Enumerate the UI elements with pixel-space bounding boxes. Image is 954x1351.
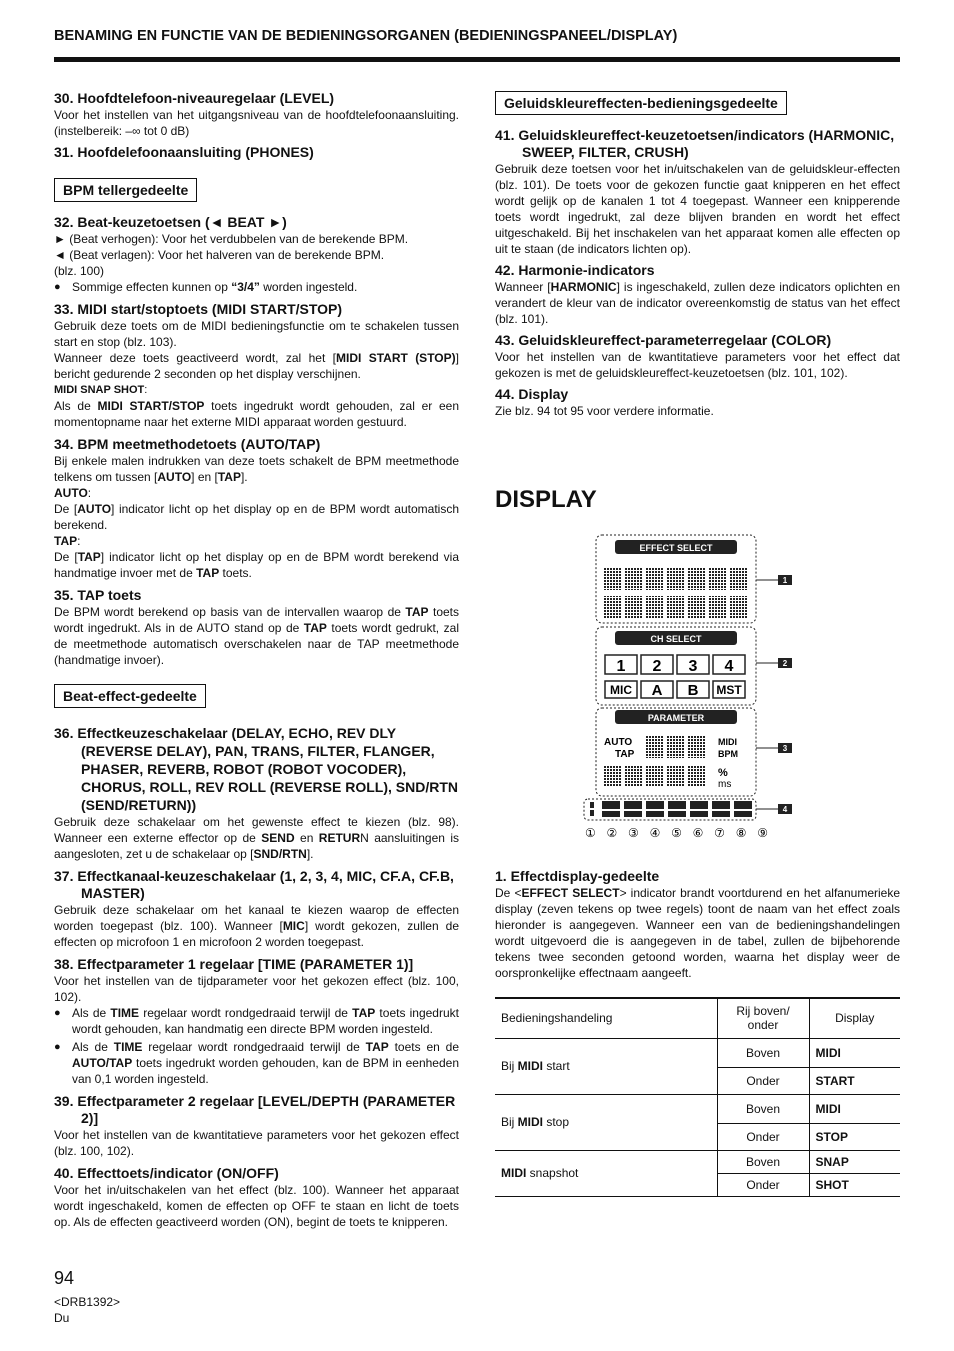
table-row-midi-start: Bij MIDI start xyxy=(495,1038,717,1094)
table-cell-value: MIDI xyxy=(809,1038,900,1067)
table-cell-value: MIDI xyxy=(809,1094,900,1123)
right-column xyxy=(495,82,900,419)
table-cell-boven: Boven xyxy=(717,1094,809,1123)
bullet-38-1: ● Als de TIME regelaar wordt rondgedraaid terwijl de TAP toets ingedrukt wordt gehouden, kan handmatig een directe BPM worden ingesteld. xyxy=(54,1005,459,1037)
midi-display-table xyxy=(495,997,900,1197)
effect-display-section xyxy=(495,864,900,981)
text-32-1: ► (Beat verhogen): Voor het verdubbelen van de berekende BPM. xyxy=(54,232,409,246)
heading-39: 39. Effectparameter 2 regelaar [LEVEL/DEPTH (PARAMETER 2)] xyxy=(54,1093,456,1126)
text-35: De BPM wordt berekend op basis van de intervallen waarop de TAP toets wordt ingedrukt. Als in de AUTO stand op de TAP toets wordt gedrukt, zal de meetmethode automatisch overschakelen naar de TAP meetmethode (handmatige invoer). xyxy=(54,605,460,667)
heading-43: 43. Geluidskleureffect-parameterregelaar (COLOR) xyxy=(495,332,832,348)
text-33-3: Als de MIDI START/STOP toets ingedrukt wordt gehouden, zal er een momentopname naar het externe MIDI apparaat worden gestuurd. xyxy=(54,399,460,429)
table-cell-onder: Onder xyxy=(717,1067,809,1094)
text-39: Voor het instellen van de kwantitatieve parameters voor het gekozen effect (blz. 100, 102). xyxy=(54,1128,459,1158)
section-box-bpm: BPM tellergedeelte xyxy=(54,178,197,202)
text-32-3: (blz. 100) xyxy=(54,264,105,278)
segment-numbers: ① ② ③ ④ ⑤ ⑥ ⑦ ⑧ ⑨ xyxy=(585,826,768,840)
bpm-indicator: BPM xyxy=(718,749,738,759)
text-34-2: De [AUTO] indicator licht op het display op en de BPM wordt automatisch berekend. xyxy=(54,502,459,532)
midi-indicator: MIDI xyxy=(718,737,737,747)
text-44: Zie blz. 94 tot 95 voor verdere informatie. xyxy=(495,404,714,418)
text-33-1: Gebruik deze toets om de MIDI bedieningsfunctie om te schakelen tussen start en stop (blz. 103). xyxy=(54,319,459,349)
table-cell-boven: Boven xyxy=(717,1038,809,1067)
text-34-3: De [TAP] indicator licht op het display op en de BPM wordt berekend via handmatige invoer met de TAP toets. xyxy=(54,550,459,580)
cf-b-indicator: B xyxy=(687,682,699,699)
heading-40: 40. Effecttoets/indicator (ON/OFF) xyxy=(54,1165,279,1181)
callout-3: 3 xyxy=(782,744,788,753)
callout-4: 4 xyxy=(782,805,788,814)
callout-1: 1 xyxy=(782,576,788,585)
auto-indicator: AUTO xyxy=(604,737,633,748)
heading-32: 32. Beat-keuzetoetsen (◄ BEAT ►) xyxy=(54,214,287,230)
page-number: 94 xyxy=(54,1268,75,1288)
text-34-sub2: TAP: xyxy=(54,534,81,548)
tap-indicator: TAP xyxy=(615,749,635,760)
table-cell-onder: Onder xyxy=(717,1123,809,1150)
ch-2-indicator: 2 xyxy=(652,658,662,675)
text-33-sub: MIDI SNAP SHOT: xyxy=(54,384,148,396)
heading-31: 31. Hoofdelefoonaansluiting (PHONES) xyxy=(54,144,314,160)
heading-38: 38. Effectparameter 1 regelaar [TIME (PARAMETER 1)] xyxy=(54,956,414,972)
master-indicator: MST xyxy=(716,683,742,697)
parameter-label: PARAMETER xyxy=(647,713,705,723)
ch-4-indicator: 4 xyxy=(724,658,734,675)
heading-34: 34. BPM meetmethodetoets (AUTO/TAP) xyxy=(54,436,321,452)
heading-d1: 1. Effectdisplay-gedeelte xyxy=(495,868,660,884)
percent-indicator: % xyxy=(718,767,728,779)
ch-1-indicator: 1 xyxy=(616,658,626,675)
heading-36: 36. Effectkeuzeschakelaar (DELAY, ECHO, REV DLY (REVERSE DELAY), PAN, TRANS, FILTER, FLANGER, PHASER, REVERB, ROBOT (ROBOT VOCODER), CHORUS, ROLL, REV ROLL (REVERSE ROLL), SND/RTN (SEND/RETURN)) xyxy=(54,725,458,813)
page-header: BENAMING EN FUNCTIE VAN DE BEDIENINGSORGANEN (BEDIENINGSPANEEL/DISPLAY) xyxy=(54,28,678,44)
heading-30: 30. Hoofdtelefoon-niveauregelaar (LEVEL) xyxy=(54,90,335,106)
text-38: Voor het instellen van de tijdparameter voor het gekozen effect (blz. 100, 102). xyxy=(54,974,459,1004)
table-cell-value: STOP xyxy=(809,1123,900,1150)
text-40: Voor het in/uitschakelen van het effect (blz. 100). Wanneer het apparaat wordt ingeschakeld, komen de effecten op OFF te staan en licht de toets op. Als de effecten geactiveerd worden (ON), begint de toets te knipperen. xyxy=(54,1183,459,1229)
text-41: Gebruik deze toetsen voor het in/uitschakelen van de geluidskleur-effecten (blz. 101). De toets voor de gekozen functie gaat knipperen en het effect wordt gelijk op de kanalen 1 tot 4 toegepast. Wanneer een knipperende toets wordt ingedrukt, zal deze blijven branden en wordt het effect uitgeschakeld. Bij het inschakelen van het apparaat komen alle effecten op uit te staan (de indicators lichten op). xyxy=(495,162,900,256)
table-cell-boven: Boven xyxy=(717,1150,809,1173)
ms-indicator: ms xyxy=(718,779,732,790)
display-diagram xyxy=(580,532,800,844)
heading-42: 42. Harmonie-indicators xyxy=(495,262,655,278)
table-row-midi-snapshot: MIDI snapshot xyxy=(495,1150,717,1196)
table-header-operation: Bedieningshandeling xyxy=(495,998,717,1038)
text-d1: De <EFFECT SELECT> indicator brandt voortdurend en het alfanumerieke display (zeven tekens op twee regels) toont de naam van het effect zoals hieronder is aangegeven. Wanneer een van de bedieningshandelingen wordt uitgevoerd die is aangegeven in de tabel, zullen de bijbehorende tekens twee seconden getoond worden, waarna het display weer de oorspronkelijke effectnaam aangeeft. xyxy=(495,886,900,980)
table-cell-value: START xyxy=(809,1067,900,1094)
table-header-row: Rij boven/ onder xyxy=(717,998,809,1038)
text-42: Wanneer [HARMONIC] is ingeschakeld, zullen deze indicators oplichten en verandert de kleur van de indicator overeenkomstig de status van het effect (blz. 101). xyxy=(495,280,900,326)
table-cell-value: SNAP xyxy=(809,1150,900,1173)
table-header-display: Display xyxy=(809,998,900,1038)
heading-44: 44. Display xyxy=(495,386,569,402)
doc-code: <DRB1392> Du xyxy=(54,1295,121,1325)
callout-2: 2 xyxy=(782,659,788,668)
table-row-midi-stop: Bij MIDI stop xyxy=(495,1094,717,1150)
header-rule xyxy=(54,57,900,62)
section-box-beat: Beat-effect-gedeelte xyxy=(54,684,206,708)
alphanumeric-row-1 xyxy=(604,568,748,590)
table-cell-onder: Onder xyxy=(717,1173,809,1196)
heading-33: 33. MIDI start/stoptoets (MIDI START/STOP) xyxy=(54,301,343,317)
cf-a-indicator: A xyxy=(651,682,663,699)
heading-37: 37. Effectkanaal-keuzeschakelaar (1, 2, 3, 4, MIC, CF.A, CF.B, MASTER) xyxy=(54,868,454,901)
text-34-1: Bij enkele malen indrukken van deze toets schakelt de BPM meetmethode telkens om tussen [AUTO] en [TAP]. xyxy=(54,454,459,484)
ch-3-indicator: 3 xyxy=(688,658,698,675)
text-30: Voor het instellen van het uitgangsniveau van de hoofdtelefoonaansluiting. (instelbereik: –∞ tot 0 dB) xyxy=(54,108,459,138)
heading-35: 35. TAP toets xyxy=(54,587,142,603)
mic-indicator: MIC xyxy=(610,683,632,697)
text-36: Gebruik deze schakelaar om het gewenste effect te kiezen (blz. 98). Wanneer een externe effector op de SEND en RETURN aansluitingen is aangesloten, zet u de schakelaar op [SND/RTN]. xyxy=(54,815,460,861)
table-cell-value: SHOT xyxy=(809,1173,900,1196)
heading-41: 41. Geluidskleureffect-keuzetoetsen/indicators (HARMONIC, SWEEP, FILTER, CRUSH) xyxy=(495,127,895,160)
text-34-sub1: AUTO: xyxy=(54,486,92,500)
text-32-2: ◄ (Beat verlagen): Voor het halveren van de berekende BPM. xyxy=(54,248,385,262)
text-43: Voor het instellen van de kwantitatieve parameters voor het effect dat gekozen is met de geluidskleureffect-keuzetoetsen (blz. 101, 102). xyxy=(495,350,900,380)
bullet-38-2: ● Als de TIME regelaar wordt rondgedraaid terwijl de TAP toets en de AUTO/TAP toets ingedrukt worden gehouden, kan de BPM in eenheden van 0,1 worden ingesteld. xyxy=(54,1039,459,1087)
ch-select-label: CH SELECT xyxy=(650,634,702,644)
bullet-32: ● Sommige effecten kunnen op “3/4” worden ingesteld. xyxy=(54,279,459,295)
display-title: DISPLAY xyxy=(495,486,597,513)
text-33-2: Wanneer deze toets geactiveerd wordt, zal het [MIDI START (STOP)] bericht gedurende 2 seconden op het display verschijnen. xyxy=(54,351,459,381)
alphanumeric-row-2 xyxy=(604,596,748,618)
section-box-color: Geluidskleureffecten-bedieningsgedeelte xyxy=(495,91,787,115)
effect-select-label: EFFECT SELECT xyxy=(639,543,713,553)
text-37: Gebruik deze schakelaar om het kanaal te kiezen waarop de effecten worden toegepast (blz. 100). Wanneer [MIC] wordt gekozen, zullen de effecten op microfoon 1 en microfoon 2 worden toegepast. xyxy=(54,903,460,949)
left-column xyxy=(54,86,459,1230)
